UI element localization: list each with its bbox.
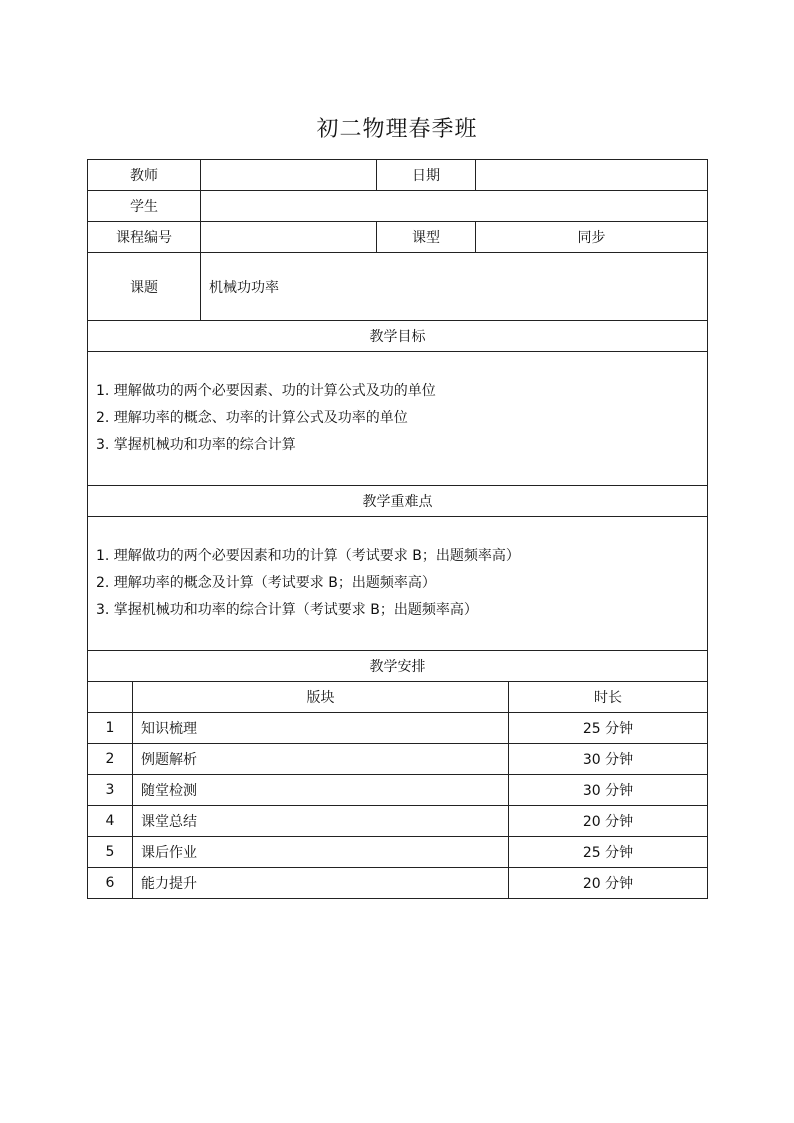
topic-value: 机械功功率 [201,253,708,321]
page-title: 初二物理春季班 [316,117,478,142]
row-number: 3 [88,775,133,806]
course-type-label: 课型 [377,222,476,253]
table-row [88,837,708,868]
course-info-table [87,159,708,682]
course-number-label: 课程编号 [88,222,201,253]
duration-value: 20 分钟 [509,806,708,837]
topic-label: 课题 [88,253,201,321]
list-item: 2. 理解功率的概念及计算（考试要求 B；出题频率高） [96,575,436,591]
duration-value: 30 分钟 [509,775,708,806]
objectives-heading: 教学目标 [88,321,708,352]
number-column-header [88,682,133,713]
duration-value: 30 分钟 [509,744,708,775]
row-number: 5 [88,837,133,868]
table-row [88,713,708,744]
row-number: 1 [88,713,133,744]
section-name: 随堂检测 [133,775,509,806]
section-name: 课后作业 [133,837,509,868]
list-item: 1. 理解做功的两个必要因素、功的计算公式及功的单位 [96,383,436,399]
list-item: 1. 理解做功的两个必要因素和功的计算（考试要求 B；出题频率高） [96,548,520,564]
duration-value: 20 分钟 [509,868,708,899]
table-row [88,744,708,775]
student-field[interactable] [201,191,708,222]
course-number-field[interactable] [201,222,377,253]
duration-value: 25 分钟 [509,713,708,744]
table-row [88,806,708,837]
duration-column-header: 时长 [509,682,708,713]
schedule-table [87,681,708,899]
section-name: 能力提升 [133,868,509,899]
duration-value: 25 分钟 [509,837,708,868]
section-column-header: 版块 [133,682,509,713]
date-field[interactable] [476,160,708,191]
section-name: 课堂总结 [133,806,509,837]
section-name: 知识梳理 [133,713,509,744]
student-label: 学生 [88,191,201,222]
date-label: 日期 [377,160,476,191]
objectives-list [88,352,708,486]
key-points-heading: 教学重难点 [88,486,708,517]
list-item: 2. 理解功率的概念、功率的计算公式及功率的单位 [96,410,408,426]
section-name: 例题解析 [133,744,509,775]
row-number: 6 [88,868,133,899]
teacher-field[interactable] [201,160,377,191]
row-number: 2 [88,744,133,775]
table-row [88,868,708,899]
schedule-heading: 教学安排 [88,651,708,682]
list-item: 3. 掌握机械功和功率的综合计算（考试要求 B；出题频率高） [96,602,478,618]
row-number: 4 [88,806,133,837]
teacher-label: 教师 [88,160,201,191]
list-item: 3. 掌握机械功和功率的综合计算 [96,437,296,453]
table-row [88,775,708,806]
course-type-value: 同步 [476,222,708,253]
key-points-list [88,517,708,651]
